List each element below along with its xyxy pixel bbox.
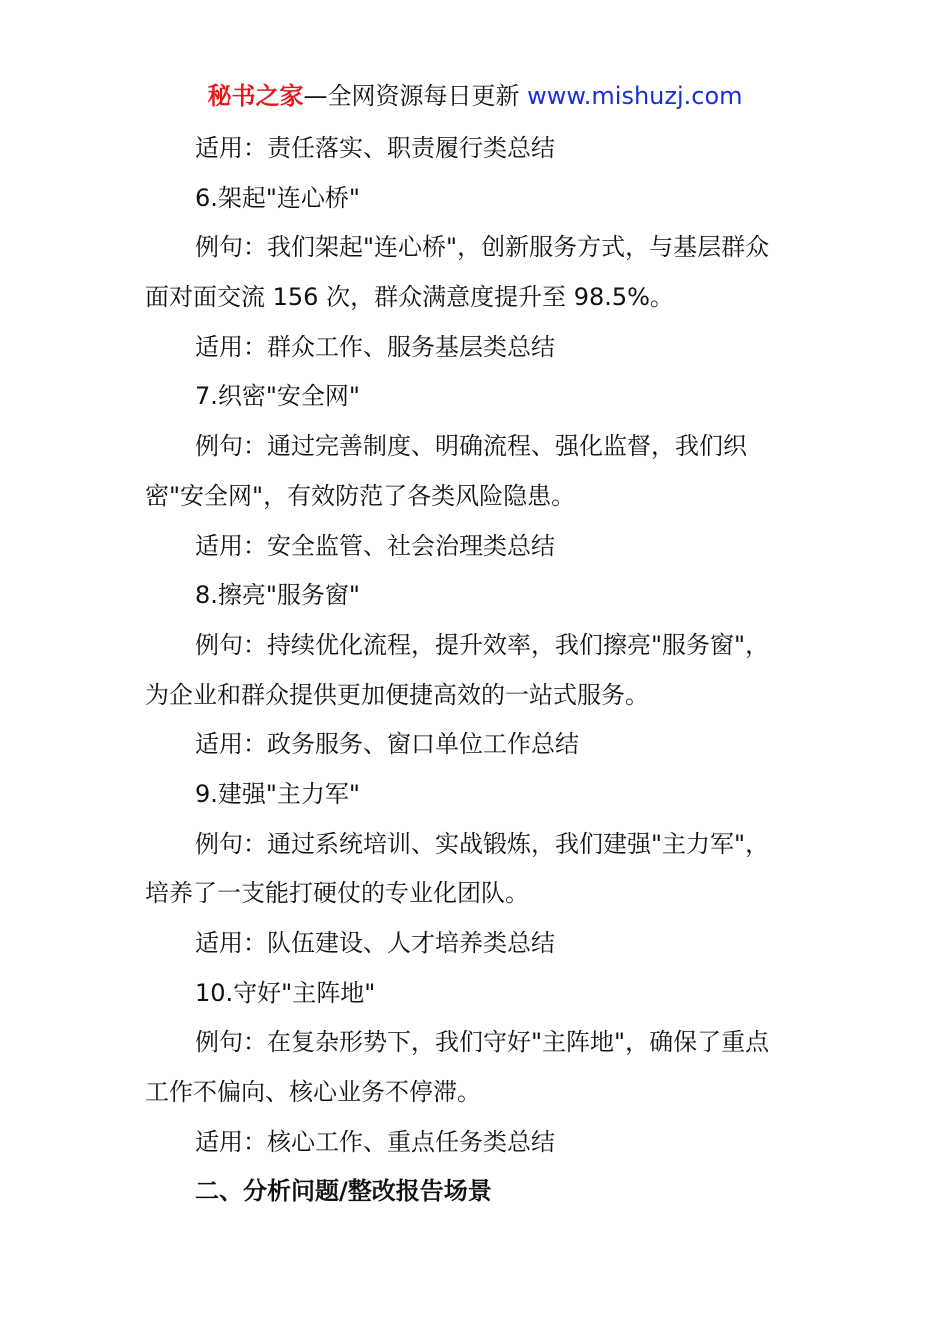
brand-name: 秘书之家 — [207, 82, 304, 110]
text-line: 密"安全网"，有效防范了各类风险隐患。 — [145, 481, 576, 510]
section-heading: 二、分析问题/整改报告场景 — [195, 1177, 492, 1206]
text-line: 8.擦亮"服务窗" — [195, 581, 360, 610]
text-line: 适用：核心工作、重点任务类总结 — [195, 1127, 555, 1156]
text-line: 例句：在复杂形势下，我们守好"主阵地"，确保了重点 — [195, 1028, 770, 1057]
text-line: 工作不偏向、核心业务不停滞。 — [145, 1078, 481, 1107]
text-line: 为企业和群众提供更加便捷高效的一站式服务。 — [145, 680, 649, 709]
text-line: 10.守好"主阵地" — [195, 978, 376, 1007]
text-line: 适用：政务服务、窗口单位工作总结 — [195, 730, 579, 759]
text-line: 例句：我们架起"连心桥"，创新服务方式，与基层群众 — [195, 233, 770, 262]
header-tagline: —全网资源每日更新 — [303, 82, 520, 110]
text-line: 例句：通过系统培训、实战锻炼，我们建强"主力军"， — [195, 829, 770, 858]
website-url: www.mishuzj.com — [519, 82, 743, 110]
text-line: 适用：群众工作、服务基层类总结 — [195, 332, 555, 361]
text-line: 面对面交流 156 次，群众满意度提升至 98.5%。 — [145, 283, 674, 312]
text-line: 例句：持续优化流程，提升效率，我们擦亮"服务窗"， — [195, 630, 770, 659]
text-line: 9.建强"主力军" — [195, 779, 360, 808]
text-line: 例句：通过完善制度、明确流程、强化监督，我们织 — [195, 432, 747, 461]
text-line: 适用：安全监管、社会治理类总结 — [195, 531, 555, 560]
text-line: 适用：队伍建设、人才培养类总结 — [195, 929, 555, 957]
text-line: 7.织密"安全网" — [195, 382, 360, 411]
page-header — [0, 80, 950, 112]
text-line: 培养了一支能打硬仗的专业化团队。 — [145, 879, 529, 908]
text-line: 6.架起"连心桥" — [195, 183, 360, 212]
document-body — [145, 124, 810, 1217]
text-line: 适用：责任落实、职责履行类总结 — [195, 134, 555, 162]
